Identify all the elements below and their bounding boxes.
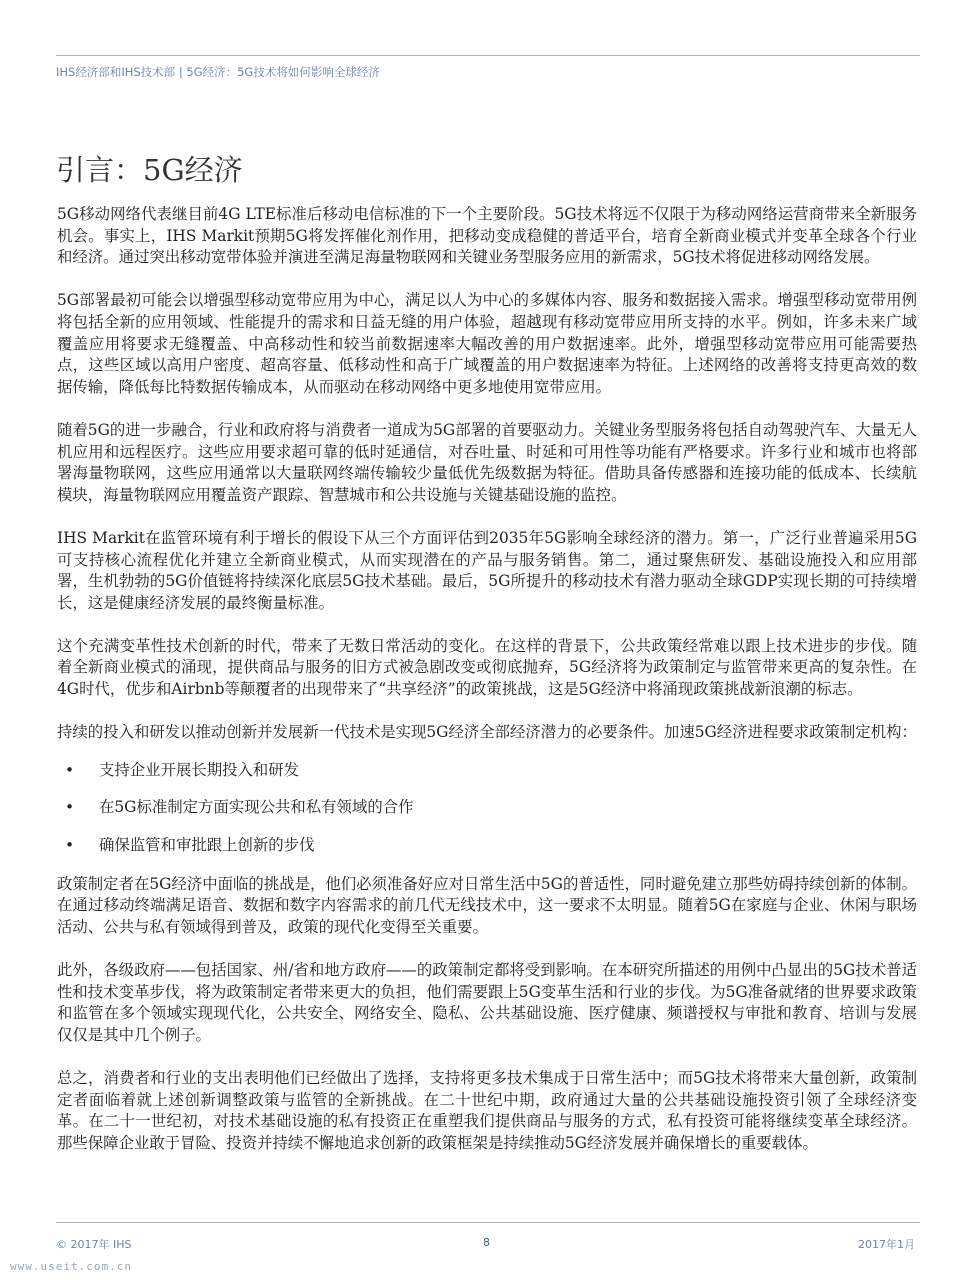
paragraph-9: 总之，消费者和行业的支出表明他们已经做出了选择，支持将更多技术集成于日常生活中；而5G技术将带来大量创新，政策制定者面临着就上述创新调整政策与监管的全新挑战。在二十世纪中期，政府通过大量的公共基础设施投资引领了全球经济变革。在二十一世纪初，对技术基础设施的私有投资正在重塑我们提供商品与服务的方式，私有投资可能将继续变革全球经济。那些保障企业敢于冒险、投资并持续不懈地追求创新的政策框架是持续推动5G经济发展并确保增长的重要载体。 xyxy=(57,1068,917,1152)
body-content xyxy=(57,204,917,1154)
footer-date: 2017年1月 xyxy=(858,1238,915,1251)
paragraph-6: 持续的投入和研发以推动创新并发展新一代技术是实现5G经济全部经济潜力的必要条件。加速5G经济进程要求政策制定机构： xyxy=(57,723,917,742)
bullet-item xyxy=(57,797,917,819)
bullet-text: 支持企业开展长期投入和研发 xyxy=(99,760,300,779)
bullet-item xyxy=(57,835,917,857)
bullet-list xyxy=(57,760,917,857)
paragraph-7: 政策制定者在5G经济中面临的挑战是，他们必须准备好应对日常生活中5G的普适性，同时避免建立那些妨碍持续创新的体制。在通过移动终端满足语音、数据和数字内容需求的前几代无线技术中，这一要求不太明显。随着5G在家庭与企业、休闲与职场活动、公共与私有领域得到普及，政策的现代化变得至关重要。 xyxy=(57,874,917,936)
bullet-item xyxy=(57,760,917,782)
paragraph-5: 这个充满变革性技术创新的时代，带来了无数日常活动的变化。在这样的背景下，公共政策经常难以跟上技术进步的步伐。随着全新商业模式的涌现，提供商品与服务的旧方式被急剧改变或彻底抛弃，5G经济将为政策制定与监管带来更高的复杂性。在4G时代，优步和Airbnb等颠覆者的出现带来了“共享经济”的政策挑战，这是5G经济中将涌现政策挑战新浪潮的标志。 xyxy=(57,636,917,699)
watermark: www.useit.com.cn xyxy=(10,1260,132,1273)
page-title: 引言：5G经济 xyxy=(56,153,243,187)
bullet-icon: • xyxy=(65,836,75,855)
header-divider xyxy=(56,55,920,56)
bullet-icon: • xyxy=(65,798,75,817)
bullet-text: 在5G标准制定方面实现公共和私有领域的合作 xyxy=(99,798,414,817)
paragraph-3: 随着5G的进一步融合，行业和政府将与消费者一道成为5G部署的首要驱动力。关键业务型服务将包括自动驾驶汽车、大量无人机应用和远程医疗。这些应用要求超可靠的低时延通信，对吞吐量、时延和可用性等功能有严格要求。许多行业和城市也将部署海量物联网，这些应用通常以大量联网终端传输较少量低优先级数据为特征。借助具备传感器和连接功能的低成本、长续航模块，海量物联网应用覆盖资产跟踪、智慧城市和公共设施与关键基础设施的监控。 xyxy=(57,420,917,504)
paragraph-2: 5G部署最初可能会以增强型移动宽带应用为中心，满足以人为中心的多媒体内容、服务和数据接入需求。增强型移动宽带用例将包括全新的应用领域、性能提升的需求和日益无缝的用户体验，超越现有移动宽带应用所支持的水平。例如，许多未来广域覆盖应用将要求无缝覆盖、中高移动性和较当前数据速率大幅改善的用户数据速率。此外，增强型移动宽带应用可能需要热点，这些区域以高用户密度、超高容量、低移动性和高于广域覆盖的用户数据速率为特征。上述网络的改善将支持更高效的数据传输，降低每比特数据传输成本，从而驱动在移动网络中更多地使用宽带应用。 xyxy=(57,291,917,396)
paragraph-4: IHS Markit在监管环境有利于增长的假设下从三个方面评估到2035年5G影响全球经济的潜力。第一，广泛行业普遍采用5G可支持核心流程优化并建立全新商业模式，从而实现潜在的产品与服务销售。第二，通过聚焦研发、基础设施投入和应用部署，生机勃勃的5G价值链将持续深化底层5G技术基础。最后，5G所提升的移动技术有潜力驱动全球GDP实现长期的可持续增长，这是健康经济发展的最终衡量标准。 xyxy=(57,528,917,612)
footer-divider xyxy=(56,1222,920,1223)
page-number: 8 xyxy=(483,1236,490,1249)
paragraph-8: 此外，各级政府——包括国家、州/省和地方政府——的政策制定都将受到影响。在本研究所描述的用例中凸显出的5G技术普适性和技术变革步伐，将为政策制定者带来更大的负担，他们需要跟上5G变革生活和行业的步伐。为5G准备就绪的世界要求政策和监管在多个领域实现现代化，公共安全、网络安全、隐私、公共基础设施、医疗健康、频谱授权与审批和教育、培训与发展仅仅是其中几个例子。 xyxy=(57,961,917,1044)
bullet-icon: • xyxy=(65,760,75,779)
paragraph-1: 5G移动网络代表继目前4G LTE标准后移动电信标准的下一个主要阶段。5G技术将远不仅限于为移动网络运营商带来全新服务机会。事实上，IHS Markit预期5G将发挥催化剂作用，把移动变成稳健的普适平台，培育全新商业模式并变革全球各个行业和经济。通过突出移动宽带体验并演进至满足海量物联网和关键业务型服务应用的新需求，5G技术将促进移动网络发展。 xyxy=(57,205,917,267)
footer-copyright: © 2017年 IHS xyxy=(56,1238,132,1251)
running-header: IHS经济部和IHS技术部 | 5G经济：5G技术将如何影响全球经济 xyxy=(56,65,380,79)
bullet-text: 确保监管和审批跟上创新的步伐 xyxy=(99,836,315,855)
